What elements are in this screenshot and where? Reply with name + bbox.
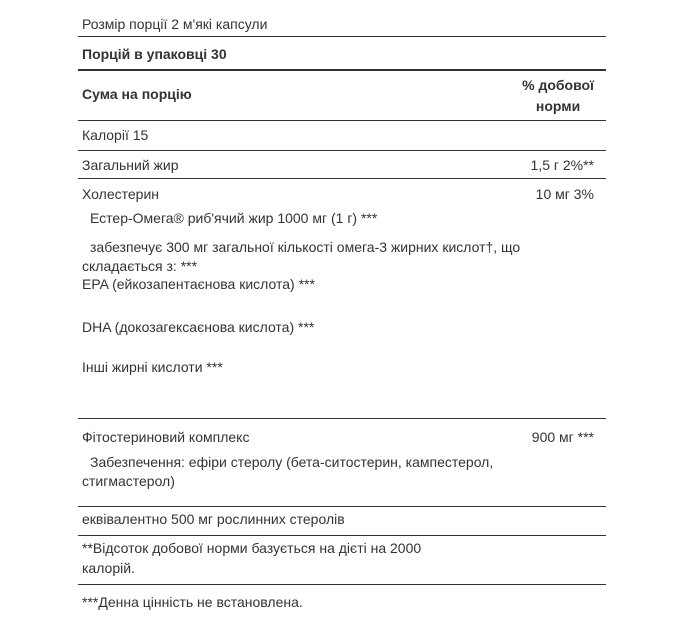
phytosterol-value: 900 мг *** — [531, 429, 594, 445]
phytosterol-row — [78, 419, 606, 507]
supplement-facts-panel — [78, 0, 606, 625]
daily-value-header-line2: норми — [535, 98, 581, 114]
omega3-line2: складається з: *** — [82, 258, 198, 274]
other-fatty-acids-line: Інші жирні кислоти *** — [82, 359, 223, 375]
amount-per-serving-header: Сума на порцію — [82, 86, 192, 102]
epa-line: EPA (ейкозапентаєнова кислота) *** — [82, 276, 315, 292]
cholesterol-label: Холестерин — [82, 186, 159, 202]
serving-size-row — [78, 0, 606, 37]
dha-line: DHA (докозагексаєнова кислота) *** — [82, 319, 315, 335]
total-fat-value: 1,5 г 2%** — [530, 157, 594, 173]
footnote-daily-value: **Відсоток добової норми базується на дієті на 2000 калорій. — [82, 540, 422, 576]
total-fat-label: Загальний жир — [82, 157, 179, 173]
ester-omega-line: Естер-Омега® риб'ячий жир 1000 мг (1 г) *** — [90, 210, 378, 226]
phytosterol-provision-line2: стигмастерол) — [82, 473, 175, 489]
daily-value-header — [522, 75, 594, 117]
servings-per-container: Порцій в упаковці 30 — [82, 46, 227, 62]
phytosterol-provision-line1: Забезпечення: ефіри стеролу (бета-ситостерин, кампестерол, — [90, 454, 494, 470]
cholesterol-value: 10 мг 3% — [535, 186, 594, 202]
equivalent-text: еквівалентно 500 мг рослинних стеролів — [82, 511, 345, 527]
equivalent-row — [78, 507, 606, 536]
total-fat-row — [78, 151, 606, 179]
servings-per-container-row — [78, 37, 606, 71]
omega3-line1: забезпечує 300 мг загальної кількості омега-3 жирних кислот†, що — [90, 239, 521, 255]
calories-row — [78, 121, 606, 151]
footnote-daily-value-row — [78, 536, 606, 585]
serving-size: Розмір порції 2 м'які капсули — [82, 16, 268, 32]
footnote-not-established-row — [78, 585, 606, 625]
calories: Калорії 15 — [82, 127, 149, 143]
cholesterol-row — [78, 179, 606, 419]
amount-header-row — [78, 71, 606, 121]
phytosterol-label: Фітостериновий комплекс — [82, 429, 250, 445]
daily-value-header-line1: % добової — [522, 77, 594, 93]
footnote-not-established: ***Денна цінність не встановлена. — [82, 594, 303, 610]
